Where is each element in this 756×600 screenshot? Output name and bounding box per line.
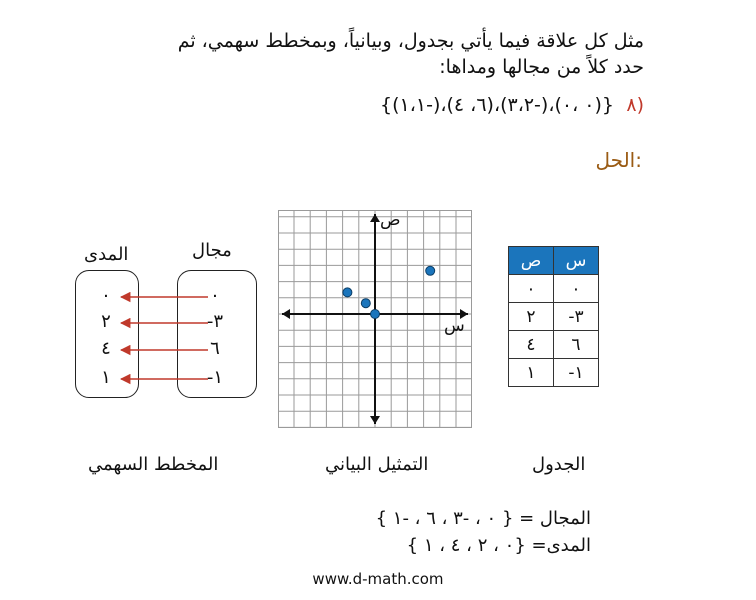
data-point (361, 299, 370, 308)
question-line-1: مثل كل علاقة فيما يأتي بجدول، وبيانياً، وبمخطط سهمي، ثم (177, 30, 644, 52)
data-point (426, 266, 435, 275)
table-cell-y: ٠ (509, 275, 554, 303)
table-header-y: ص (509, 247, 554, 275)
range-title: المدى (84, 244, 129, 265)
range-value: ٠ (101, 285, 111, 306)
solution-label: الحل: (595, 148, 642, 172)
domain-value: ٦ (210, 338, 220, 359)
domain-answer: المجال = { ٠ ، -٣ ، ٦ ، -١ } (375, 508, 591, 529)
table-cell-x: -٣ (554, 303, 599, 331)
domain-title: مجال (192, 240, 232, 261)
y-axis-label: ص (380, 210, 401, 230)
data-point (371, 310, 380, 319)
footer-url: www.d-math.com (312, 570, 444, 588)
table-header-x: س (554, 247, 599, 275)
data-point (343, 288, 352, 297)
x-axis-arrow-left (282, 309, 290, 319)
domain-value: ٠ (210, 285, 220, 306)
table-row (509, 303, 599, 331)
x-axis-label: س (444, 316, 465, 336)
range-value: ٤ (101, 338, 111, 359)
table-row (509, 275, 599, 303)
table-header-row (509, 247, 599, 275)
range-answer: المدى= {٠ ، ٢ ، ٤ ، ١ } (406, 535, 591, 556)
table-caption: الجدول (532, 454, 586, 475)
table-row (509, 359, 599, 387)
values-table (508, 246, 599, 387)
range-value: ٢ (101, 311, 111, 332)
range-value: ١ (101, 367, 111, 388)
y-axis-arrow-down (370, 416, 380, 424)
y-axis-arrow-up (370, 214, 380, 222)
coordinate-graph (278, 210, 472, 428)
domain-value: -١ (206, 367, 224, 388)
table-cell-x: ٠ (554, 275, 599, 303)
domain-value: -٣ (206, 311, 224, 332)
table-cell-x: ٦ (554, 331, 599, 359)
relation-set: {(٠ ،٠)،(-٣،٢)،(٦، ٤)،(-١،١)} (380, 94, 614, 116)
mapping-caption: المخطط السهمي (88, 454, 219, 475)
table-cell-x: -١ (554, 359, 599, 387)
table-cell-y: ٢ (509, 303, 554, 331)
table-cell-y: ١ (509, 359, 554, 387)
table-cell-y: ٤ (509, 331, 554, 359)
question-number: ٨) (626, 94, 644, 116)
question-line-2: حدد كلاً من مجالها ومداها: (439, 56, 644, 78)
graph-caption: التمثيل البياني (325, 454, 429, 475)
table-row (509, 331, 599, 359)
